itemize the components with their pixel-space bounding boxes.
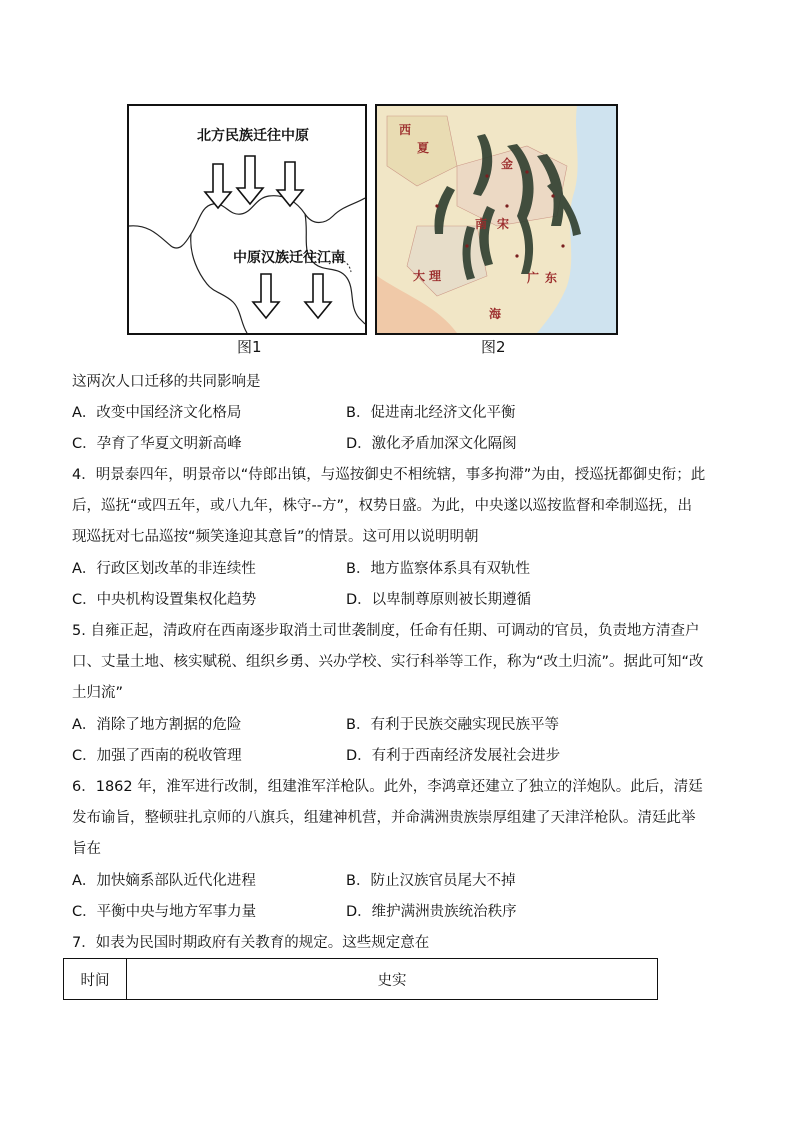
figure-1-north-label: 北方民族迁往中原: [197, 128, 309, 144]
figure-1-map: [127, 104, 367, 335]
q6-option-a: A．加快嫡系部队近代化进程: [72, 873, 256, 889]
q5-line-2: 口、丈量土地、核实赋税、组织乡勇、兴办学校、实行科举等工作，称为“改土归流”。据此可知“改: [72, 654, 704, 670]
map-label-7: 东: [545, 271, 558, 285]
q4-option-c: C．中央机构设置集权化趋势: [72, 592, 257, 608]
q7-table-header-facts: 史实: [377, 972, 407, 989]
q7-table-header-time: 时间: [64, 959, 127, 999]
q5-option-b: B．有利于民族交融实现民族平等: [346, 717, 559, 733]
q4-line-3: 现巡抚对七品巡按“频笑逢迎其意旨”的情景。这可用以说明明朝: [72, 529, 479, 545]
q6-line-3: 旨在: [72, 841, 101, 857]
map-label-0: 西: [399, 123, 412, 137]
q6-option-b: B．防止汉族官员尾大不掉: [346, 873, 516, 889]
q3-option-d: D．激化矛盾加深文化隔阂: [346, 436, 517, 452]
figure-1-south-label: 中原汉族迁往江南: [233, 250, 345, 266]
figure-1-map-drawing: [129, 106, 365, 333]
map-label-5: 理: [429, 269, 442, 283]
map-label-2: 金: [501, 157, 514, 171]
map-label-6: 广: [527, 271, 540, 285]
q5-line-1: 5. 自雍正起，清政府在西南逐步取消土司世袭制度，任命有任期、可调动的官员，负责地方清查户: [72, 623, 700, 639]
q5-option-d: D．有利于西南经济发展社会进步: [346, 748, 561, 764]
q6-option-d: D．维护满洲贵族统治秩序: [346, 904, 517, 920]
q5-option-a: A．消除了地方割据的危险: [72, 717, 242, 733]
figure-1-caption: 图1: [237, 338, 262, 356]
q4-option-a: A．行政区划改革的非连续性: [72, 561, 256, 577]
q6-option-c: C．平衡中央与地方军事力量: [72, 904, 257, 920]
map-label-8: 海: [489, 307, 502, 321]
q5-line-3: 土归流”: [72, 685, 124, 701]
q4-line-1: 4．明景泰四年，明景帝以“侍郎出镇，与巡按御史不相统辖，事多拘滞”为由，授巡抚都御史衔；此: [72, 467, 706, 483]
q4-option-d: D．以卑制尊原则被长期遵循: [346, 592, 532, 608]
q7-table: [63, 958, 658, 1000]
q3-option-c: C．孕育了华夏文明新高峰: [72, 436, 242, 452]
map-label-4: 大: [413, 269, 426, 283]
q7-stem: 7．如表为民国时期政府有关教育的规定。这些规定意在: [72, 935, 430, 951]
q5-option-c: C．加强了西南的税收管理: [72, 748, 242, 764]
figure-2-caption: 图2: [481, 338, 506, 356]
figure-2-map: [375, 104, 618, 335]
q6-line-1: 6．1862 年，淮军进行改制，组建淮军洋枪队。此外，李鸿章还建立了独立的洋炮队。此后，清廷: [72, 779, 703, 795]
figure-2-map-drawing: [377, 106, 616, 333]
q3-option-b: B．促进南北经济文化平衡: [346, 405, 516, 421]
map-label-3: 南: [475, 217, 488, 231]
q4-line-2: 后，巡抚“或四五年，或八九年，株守--方”，权势日盛。为此，中央遂以巡按监督和牵制巡抚，出: [72, 498, 692, 514]
map-label-1: 夏: [417, 141, 430, 155]
q4-option-b: B．地方监察体系具有双轨性: [346, 561, 530, 577]
q6-line-2: 发布谕旨，整顿驻扎京师的八旗兵，组建神机营，并命满洲贵族崇厚组建了天津洋枪队。清廷此举: [72, 810, 696, 826]
map-label-9: 宋: [497, 217, 510, 231]
q3-stem: 这两次人口迁移的共同影响是: [72, 374, 261, 390]
q3-option-a: A．改变中国经济文化格局: [72, 405, 242, 421]
